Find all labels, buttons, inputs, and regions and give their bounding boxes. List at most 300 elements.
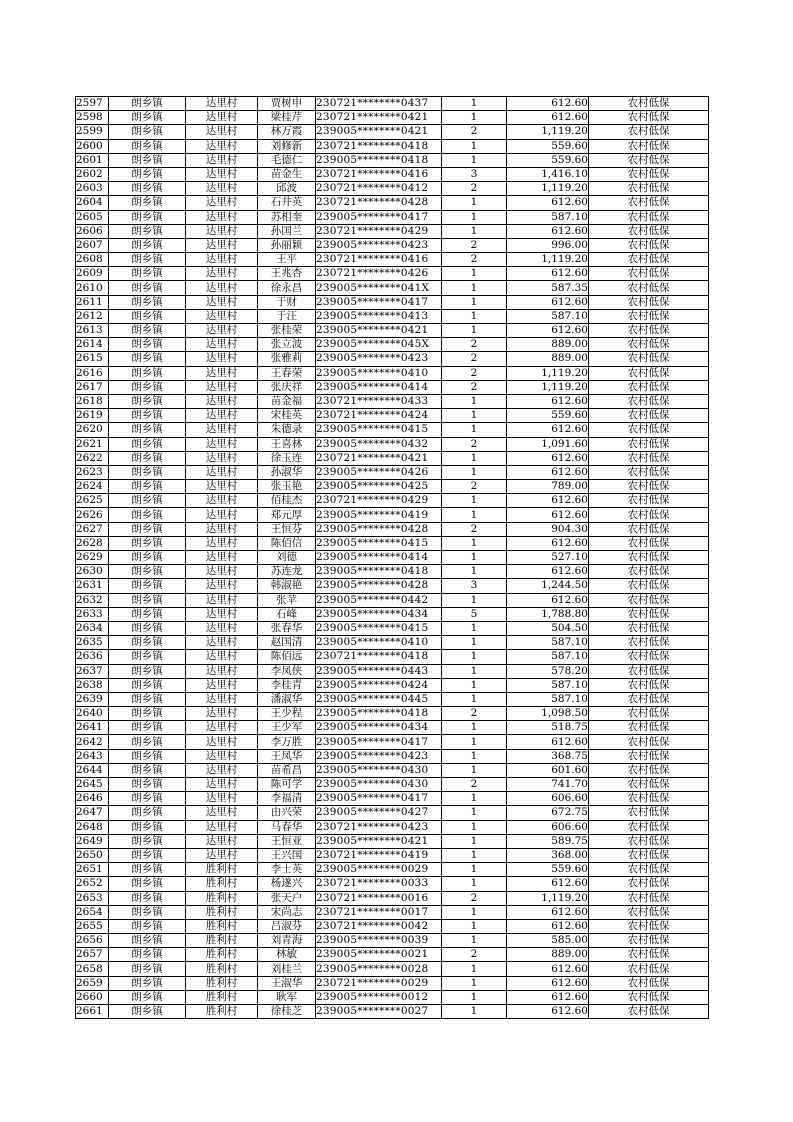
aid-type-cell: 农村低保 (589, 692, 709, 706)
village-cell: 达里村 (186, 806, 258, 820)
township-cell: 朗乡镇 (109, 196, 186, 210)
table-row (76, 834, 709, 848)
village-cell: 达里村 (186, 167, 258, 181)
name-cell: 石峰 (258, 607, 316, 621)
household-size-cell: 1 (442, 139, 507, 153)
household-size-cell: 1 (442, 678, 507, 692)
table-row (76, 536, 709, 550)
amount-cell: 996.00 (507, 238, 589, 252)
amount-cell: 612.60 (507, 111, 589, 125)
name-cell: 张立波 (258, 338, 316, 352)
id-number-cell: 239005********0432 (316, 437, 442, 451)
aid-type-cell: 农村低保 (589, 125, 709, 139)
household-size-cell: 3 (442, 579, 507, 593)
village-cell: 达里村 (186, 182, 258, 196)
household-size-cell: 2 (442, 522, 507, 536)
aid-type-cell: 农村低保 (589, 253, 709, 267)
amount-cell: 559.60 (507, 139, 589, 153)
household-size-cell: 1 (442, 593, 507, 607)
name-cell: 王淑华 (258, 976, 316, 990)
household-size-cell: 1 (442, 962, 507, 976)
aid-type-cell: 农村低保 (589, 962, 709, 976)
id-number-cell: 230721********0412 (316, 182, 442, 196)
amount-cell: 504.50 (507, 621, 589, 635)
village-cell: 达里村 (186, 338, 258, 352)
id-number-cell: 230721********0033 (316, 877, 442, 891)
serial-number-cell: 2630 (76, 565, 109, 579)
amount-cell: 587.10 (507, 692, 589, 706)
household-size-cell: 1 (442, 820, 507, 834)
village-cell: 达里村 (186, 593, 258, 607)
id-number-cell: 239005********0414 (316, 551, 442, 565)
aid-type-cell: 农村低保 (589, 678, 709, 692)
village-cell: 胜利村 (186, 976, 258, 990)
amount-cell: 587.10 (507, 636, 589, 650)
village-cell: 达里村 (186, 522, 258, 536)
serial-number-cell: 2605 (76, 210, 109, 224)
village-cell: 胜利村 (186, 905, 258, 919)
id-number-cell: 239005********0415 (316, 536, 442, 550)
id-number-cell: 230721********0429 (316, 224, 442, 238)
household-size-cell: 1 (442, 976, 507, 990)
aid-type-cell: 农村低保 (589, 153, 709, 167)
table-row (76, 891, 709, 905)
id-number-cell: 230721********0428 (316, 196, 442, 210)
amount-cell: 612.60 (507, 295, 589, 309)
village-cell: 达里村 (186, 551, 258, 565)
aid-type-cell: 农村低保 (589, 437, 709, 451)
table-row (76, 210, 709, 224)
name-cell: 宋桂英 (258, 409, 316, 423)
serial-number-cell: 2632 (76, 593, 109, 607)
township-cell: 朗乡镇 (109, 182, 186, 196)
village-cell: 胜利村 (186, 948, 258, 962)
village-cell: 达里村 (186, 763, 258, 777)
amount-cell: 589.75 (507, 834, 589, 848)
name-cell: 王春荣 (258, 366, 316, 380)
name-cell: 李万胜 (258, 735, 316, 749)
aid-type-cell: 农村低保 (589, 97, 709, 111)
table-row (76, 480, 709, 494)
aid-type-cell: 农村低保 (589, 196, 709, 210)
village-cell: 达里村 (186, 111, 258, 125)
household-size-cell: 1 (442, 664, 507, 678)
amount-cell: 889.00 (507, 948, 589, 962)
amount-cell: 612.60 (507, 976, 589, 990)
serial-number-cell: 2597 (76, 97, 109, 111)
id-number-cell: 239005********0443 (316, 664, 442, 678)
id-number-cell: 239005********0445 (316, 692, 442, 706)
name-cell: 王凤华 (258, 749, 316, 763)
aid-type-cell: 农村低保 (589, 281, 709, 295)
amount-cell: 612.60 (507, 990, 589, 1004)
household-size-cell: 1 (442, 224, 507, 238)
household-size-cell: 1 (442, 990, 507, 1004)
village-cell: 达里村 (186, 224, 258, 238)
table-row (76, 579, 709, 593)
serial-number-cell: 2641 (76, 721, 109, 735)
amount-cell: 904.30 (507, 522, 589, 536)
village-cell: 达里村 (186, 153, 258, 167)
name-cell: 苗金福 (258, 394, 316, 408)
township-cell: 朗乡镇 (109, 1005, 186, 1019)
village-cell: 达里村 (186, 352, 258, 366)
serial-number-cell: 2623 (76, 465, 109, 479)
id-number-cell: 239005********0417 (316, 735, 442, 749)
village-cell: 达里村 (186, 650, 258, 664)
table-row (76, 919, 709, 933)
aid-type-cell: 农村低保 (589, 536, 709, 550)
name-cell: 孙淑华 (258, 465, 316, 479)
name-cell: 李士英 (258, 863, 316, 877)
township-cell: 朗乡镇 (109, 366, 186, 380)
table-row (76, 238, 709, 252)
serial-number-cell: 2612 (76, 309, 109, 323)
amount-cell: 1,788.80 (507, 607, 589, 621)
table-row (76, 749, 709, 763)
table-row (76, 380, 709, 394)
id-number-cell: 230721********0429 (316, 494, 442, 508)
township-cell: 朗乡镇 (109, 324, 186, 338)
table-row (76, 153, 709, 167)
id-number-cell: 239005********045X (316, 338, 442, 352)
name-cell: 徐玉连 (258, 451, 316, 465)
table-row (76, 167, 709, 181)
table-row (76, 309, 709, 323)
township-cell: 朗乡镇 (109, 621, 186, 635)
household-size-cell: 1 (442, 153, 507, 167)
township-cell: 朗乡镇 (109, 778, 186, 792)
name-cell: 刘德 (258, 551, 316, 565)
aid-type-cell: 农村低保 (589, 409, 709, 423)
amount-cell: 1,119.20 (507, 182, 589, 196)
village-cell: 胜利村 (186, 990, 258, 1004)
household-size-cell: 2 (442, 182, 507, 196)
amount-cell: 612.60 (507, 451, 589, 465)
table-row (76, 494, 709, 508)
village-cell: 达里村 (186, 125, 258, 139)
aid-type-cell: 农村低保 (589, 139, 709, 153)
village-cell: 达里村 (186, 607, 258, 621)
table-row (76, 508, 709, 522)
table-row (76, 253, 709, 267)
table-row (76, 196, 709, 210)
amount-cell: 612.60 (507, 465, 589, 479)
table-row (76, 678, 709, 692)
amount-cell: 612.60 (507, 565, 589, 579)
name-cell: 佰桂杰 (258, 494, 316, 508)
serial-number-cell: 2637 (76, 664, 109, 678)
serial-number-cell: 2629 (76, 551, 109, 565)
aid-type-cell: 农村低保 (589, 267, 709, 281)
household-size-cell: 1 (442, 508, 507, 522)
township-cell: 朗乡镇 (109, 664, 186, 678)
id-number-cell: 230721********0424 (316, 409, 442, 423)
amount-cell: 518.75 (507, 721, 589, 735)
aid-type-cell: 农村低保 (589, 167, 709, 181)
serial-number-cell: 2638 (76, 678, 109, 692)
township-cell: 朗乡镇 (109, 863, 186, 877)
township-cell: 朗乡镇 (109, 394, 186, 408)
village-cell: 达里村 (186, 834, 258, 848)
name-cell: 吕淑芬 (258, 919, 316, 933)
township-cell: 朗乡镇 (109, 607, 186, 621)
township-cell: 朗乡镇 (109, 167, 186, 181)
name-cell: 宋尚志 (258, 905, 316, 919)
aid-type-cell: 农村低保 (589, 182, 709, 196)
serial-number-cell: 2650 (76, 848, 109, 862)
township-cell: 朗乡镇 (109, 834, 186, 848)
amount-cell: 612.60 (507, 905, 589, 919)
village-cell: 达里村 (186, 735, 258, 749)
township-cell: 朗乡镇 (109, 281, 186, 295)
id-number-cell: 239005********0413 (316, 309, 442, 323)
name-cell: 陈佰信 (258, 536, 316, 550)
household-size-cell: 1 (442, 309, 507, 323)
serial-number-cell: 2606 (76, 224, 109, 238)
township-cell: 朗乡镇 (109, 650, 186, 664)
table-row (76, 451, 709, 465)
name-cell: 林敏 (258, 948, 316, 962)
amount-cell: 612.60 (507, 224, 589, 238)
village-cell: 达里村 (186, 253, 258, 267)
id-number-cell: 230721********0016 (316, 891, 442, 905)
amount-cell: 1,091.60 (507, 437, 589, 451)
amount-cell: 578.20 (507, 664, 589, 678)
name-cell: 邱波 (258, 182, 316, 196)
table-row (76, 636, 709, 650)
serial-number-cell: 2646 (76, 792, 109, 806)
aid-type-cell: 农村低保 (589, 891, 709, 905)
serial-number-cell: 2615 (76, 352, 109, 366)
serial-number-cell: 2631 (76, 579, 109, 593)
village-cell: 达里村 (186, 465, 258, 479)
aid-type-cell: 农村低保 (589, 451, 709, 465)
township-cell: 朗乡镇 (109, 990, 186, 1004)
household-size-cell: 1 (442, 721, 507, 735)
aid-type-cell: 农村低保 (589, 423, 709, 437)
id-number-cell: 239005********0423 (316, 749, 442, 763)
aid-type-cell: 农村低保 (589, 877, 709, 891)
id-number-cell: 239005********0424 (316, 678, 442, 692)
serial-number-cell: 2643 (76, 749, 109, 763)
amount-cell: 587.10 (507, 650, 589, 664)
name-cell: 孙丽颖 (258, 238, 316, 252)
table-row (76, 465, 709, 479)
township-cell: 朗乡镇 (109, 508, 186, 522)
id-number-cell: 230721********0416 (316, 167, 442, 181)
aid-type-cell: 农村低保 (589, 607, 709, 621)
amount-cell: 1,119.20 (507, 380, 589, 394)
household-size-cell: 1 (442, 423, 507, 437)
serial-number-cell: 2626 (76, 508, 109, 522)
table-row (76, 877, 709, 891)
table-row (76, 707, 709, 721)
household-size-cell: 5 (442, 607, 507, 621)
household-size-cell: 1 (442, 749, 507, 763)
id-number-cell: 230721********0418 (316, 139, 442, 153)
township-cell: 朗乡镇 (109, 735, 186, 749)
township-cell: 朗乡镇 (109, 210, 186, 224)
amount-cell: 1,119.20 (507, 891, 589, 905)
village-cell: 达里村 (186, 848, 258, 862)
household-size-cell: 1 (442, 1005, 507, 1019)
household-size-cell: 1 (442, 551, 507, 565)
amount-cell: 612.60 (507, 1005, 589, 1019)
village-cell: 胜利村 (186, 919, 258, 933)
name-cell: 杨遂兴 (258, 877, 316, 891)
amount-cell: 612.60 (507, 919, 589, 933)
township-cell: 朗乡镇 (109, 253, 186, 267)
id-number-cell: 239005********0414 (316, 380, 442, 394)
amount-cell: 606.60 (507, 792, 589, 806)
name-cell: 张苹 (258, 593, 316, 607)
serial-number-cell: 2603 (76, 182, 109, 196)
amount-cell: 585.00 (507, 934, 589, 948)
table-row (76, 962, 709, 976)
name-cell: 苗希昌 (258, 763, 316, 777)
household-size-cell: 2 (442, 437, 507, 451)
aid-type-cell: 农村低保 (589, 324, 709, 338)
aid-type-cell: 农村低保 (589, 650, 709, 664)
amount-cell: 612.60 (507, 394, 589, 408)
household-size-cell: 1 (442, 267, 507, 281)
village-cell: 达里村 (186, 636, 258, 650)
household-size-cell: 1 (442, 806, 507, 820)
table-row (76, 934, 709, 948)
aid-type-cell: 农村低保 (589, 905, 709, 919)
township-cell: 朗乡镇 (109, 806, 186, 820)
id-number-cell: 239005********0417 (316, 210, 442, 224)
aid-type-cell: 农村低保 (589, 621, 709, 635)
village-cell: 达里村 (186, 579, 258, 593)
household-size-cell: 2 (442, 253, 507, 267)
village-cell: 胜利村 (186, 863, 258, 877)
aid-type-cell: 农村低保 (589, 863, 709, 877)
aid-type-cell: 农村低保 (589, 848, 709, 862)
amount-cell: 368.00 (507, 848, 589, 862)
amount-cell: 889.00 (507, 338, 589, 352)
household-size-cell: 2 (442, 238, 507, 252)
household-size-cell: 1 (442, 565, 507, 579)
serial-number-cell: 2619 (76, 409, 109, 423)
amount-cell: 612.60 (507, 196, 589, 210)
aid-type-cell: 农村低保 (589, 210, 709, 224)
aid-type-cell: 农村低保 (589, 749, 709, 763)
serial-number-cell: 2624 (76, 480, 109, 494)
name-cell: 徐永昌 (258, 281, 316, 295)
table-row (76, 763, 709, 777)
table-row (76, 990, 709, 1004)
serial-number-cell: 2625 (76, 494, 109, 508)
serial-number-cell: 2647 (76, 806, 109, 820)
household-size-cell: 2 (442, 366, 507, 380)
serial-number-cell: 2653 (76, 891, 109, 905)
aid-type-cell: 农村低保 (589, 551, 709, 565)
name-cell: 刘修新 (258, 139, 316, 153)
serial-number-cell: 2610 (76, 281, 109, 295)
township-cell: 朗乡镇 (109, 962, 186, 976)
name-cell: 张庆祥 (258, 380, 316, 394)
table-row (76, 437, 709, 451)
serial-number-cell: 2645 (76, 778, 109, 792)
id-number-cell: 239005********0426 (316, 465, 442, 479)
village-cell: 达里村 (186, 394, 258, 408)
id-number-cell: 239005********041X (316, 281, 442, 295)
table-row (76, 338, 709, 352)
village-cell: 达里村 (186, 508, 258, 522)
aid-type-cell: 农村低保 (589, 579, 709, 593)
id-number-cell: 239005********0417 (316, 295, 442, 309)
amount-cell: 741.70 (507, 778, 589, 792)
village-cell: 达里村 (186, 678, 258, 692)
id-number-cell: 230721********0419 (316, 848, 442, 862)
id-number-cell: 239005********0039 (316, 934, 442, 948)
serial-number-cell: 2642 (76, 735, 109, 749)
household-size-cell: 1 (442, 834, 507, 848)
name-cell: 耿军 (258, 990, 316, 1004)
name-cell: 张雅莉 (258, 352, 316, 366)
id-number-cell: 239005********0028 (316, 962, 442, 976)
household-size-cell: 1 (442, 621, 507, 635)
village-cell: 达里村 (186, 196, 258, 210)
township-cell: 朗乡镇 (109, 224, 186, 238)
serial-number-cell: 2617 (76, 380, 109, 394)
serial-number-cell: 2602 (76, 167, 109, 181)
aid-type-cell: 农村低保 (589, 366, 709, 380)
household-size-cell: 1 (442, 792, 507, 806)
table-row (76, 551, 709, 565)
id-number-cell: 239005********0423 (316, 238, 442, 252)
amount-cell: 587.10 (507, 210, 589, 224)
name-cell: 王恒芬 (258, 522, 316, 536)
household-size-cell: 1 (442, 905, 507, 919)
village-cell: 达里村 (186, 437, 258, 451)
id-number-cell: 239005********0427 (316, 806, 442, 820)
serial-number-cell: 2633 (76, 607, 109, 621)
household-size-cell: 2 (442, 948, 507, 962)
amount-cell: 612.60 (507, 593, 589, 607)
table-row (76, 848, 709, 862)
amount-cell: 672.75 (507, 806, 589, 820)
household-size-cell: 1 (442, 536, 507, 550)
name-cell: 王少军 (258, 721, 316, 735)
serial-number-cell: 2620 (76, 423, 109, 437)
aid-type-cell: 农村低保 (589, 352, 709, 366)
aid-type-cell: 农村低保 (589, 565, 709, 579)
serial-number-cell: 2658 (76, 962, 109, 976)
aid-type-cell: 农村低保 (589, 380, 709, 394)
id-number-cell: 239005********0421 (316, 324, 442, 338)
name-cell: 王恒亚 (258, 834, 316, 848)
township-cell: 朗乡镇 (109, 409, 186, 423)
id-number-cell: 230721********0433 (316, 394, 442, 408)
household-size-cell: 1 (442, 394, 507, 408)
serial-number-cell: 2639 (76, 692, 109, 706)
aid-type-cell: 农村低保 (589, 778, 709, 792)
household-size-cell: 1 (442, 692, 507, 706)
id-number-cell: 239005********0421 (316, 125, 442, 139)
table-row (76, 324, 709, 338)
amount-cell: 587.35 (507, 281, 589, 295)
township-cell: 朗乡镇 (109, 494, 186, 508)
household-size-cell: 1 (442, 409, 507, 423)
household-size-cell: 1 (442, 636, 507, 650)
township-cell: 朗乡镇 (109, 267, 186, 281)
township-cell: 朗乡镇 (109, 877, 186, 891)
amount-cell: 789.00 (507, 480, 589, 494)
aid-type-cell: 农村低保 (589, 465, 709, 479)
